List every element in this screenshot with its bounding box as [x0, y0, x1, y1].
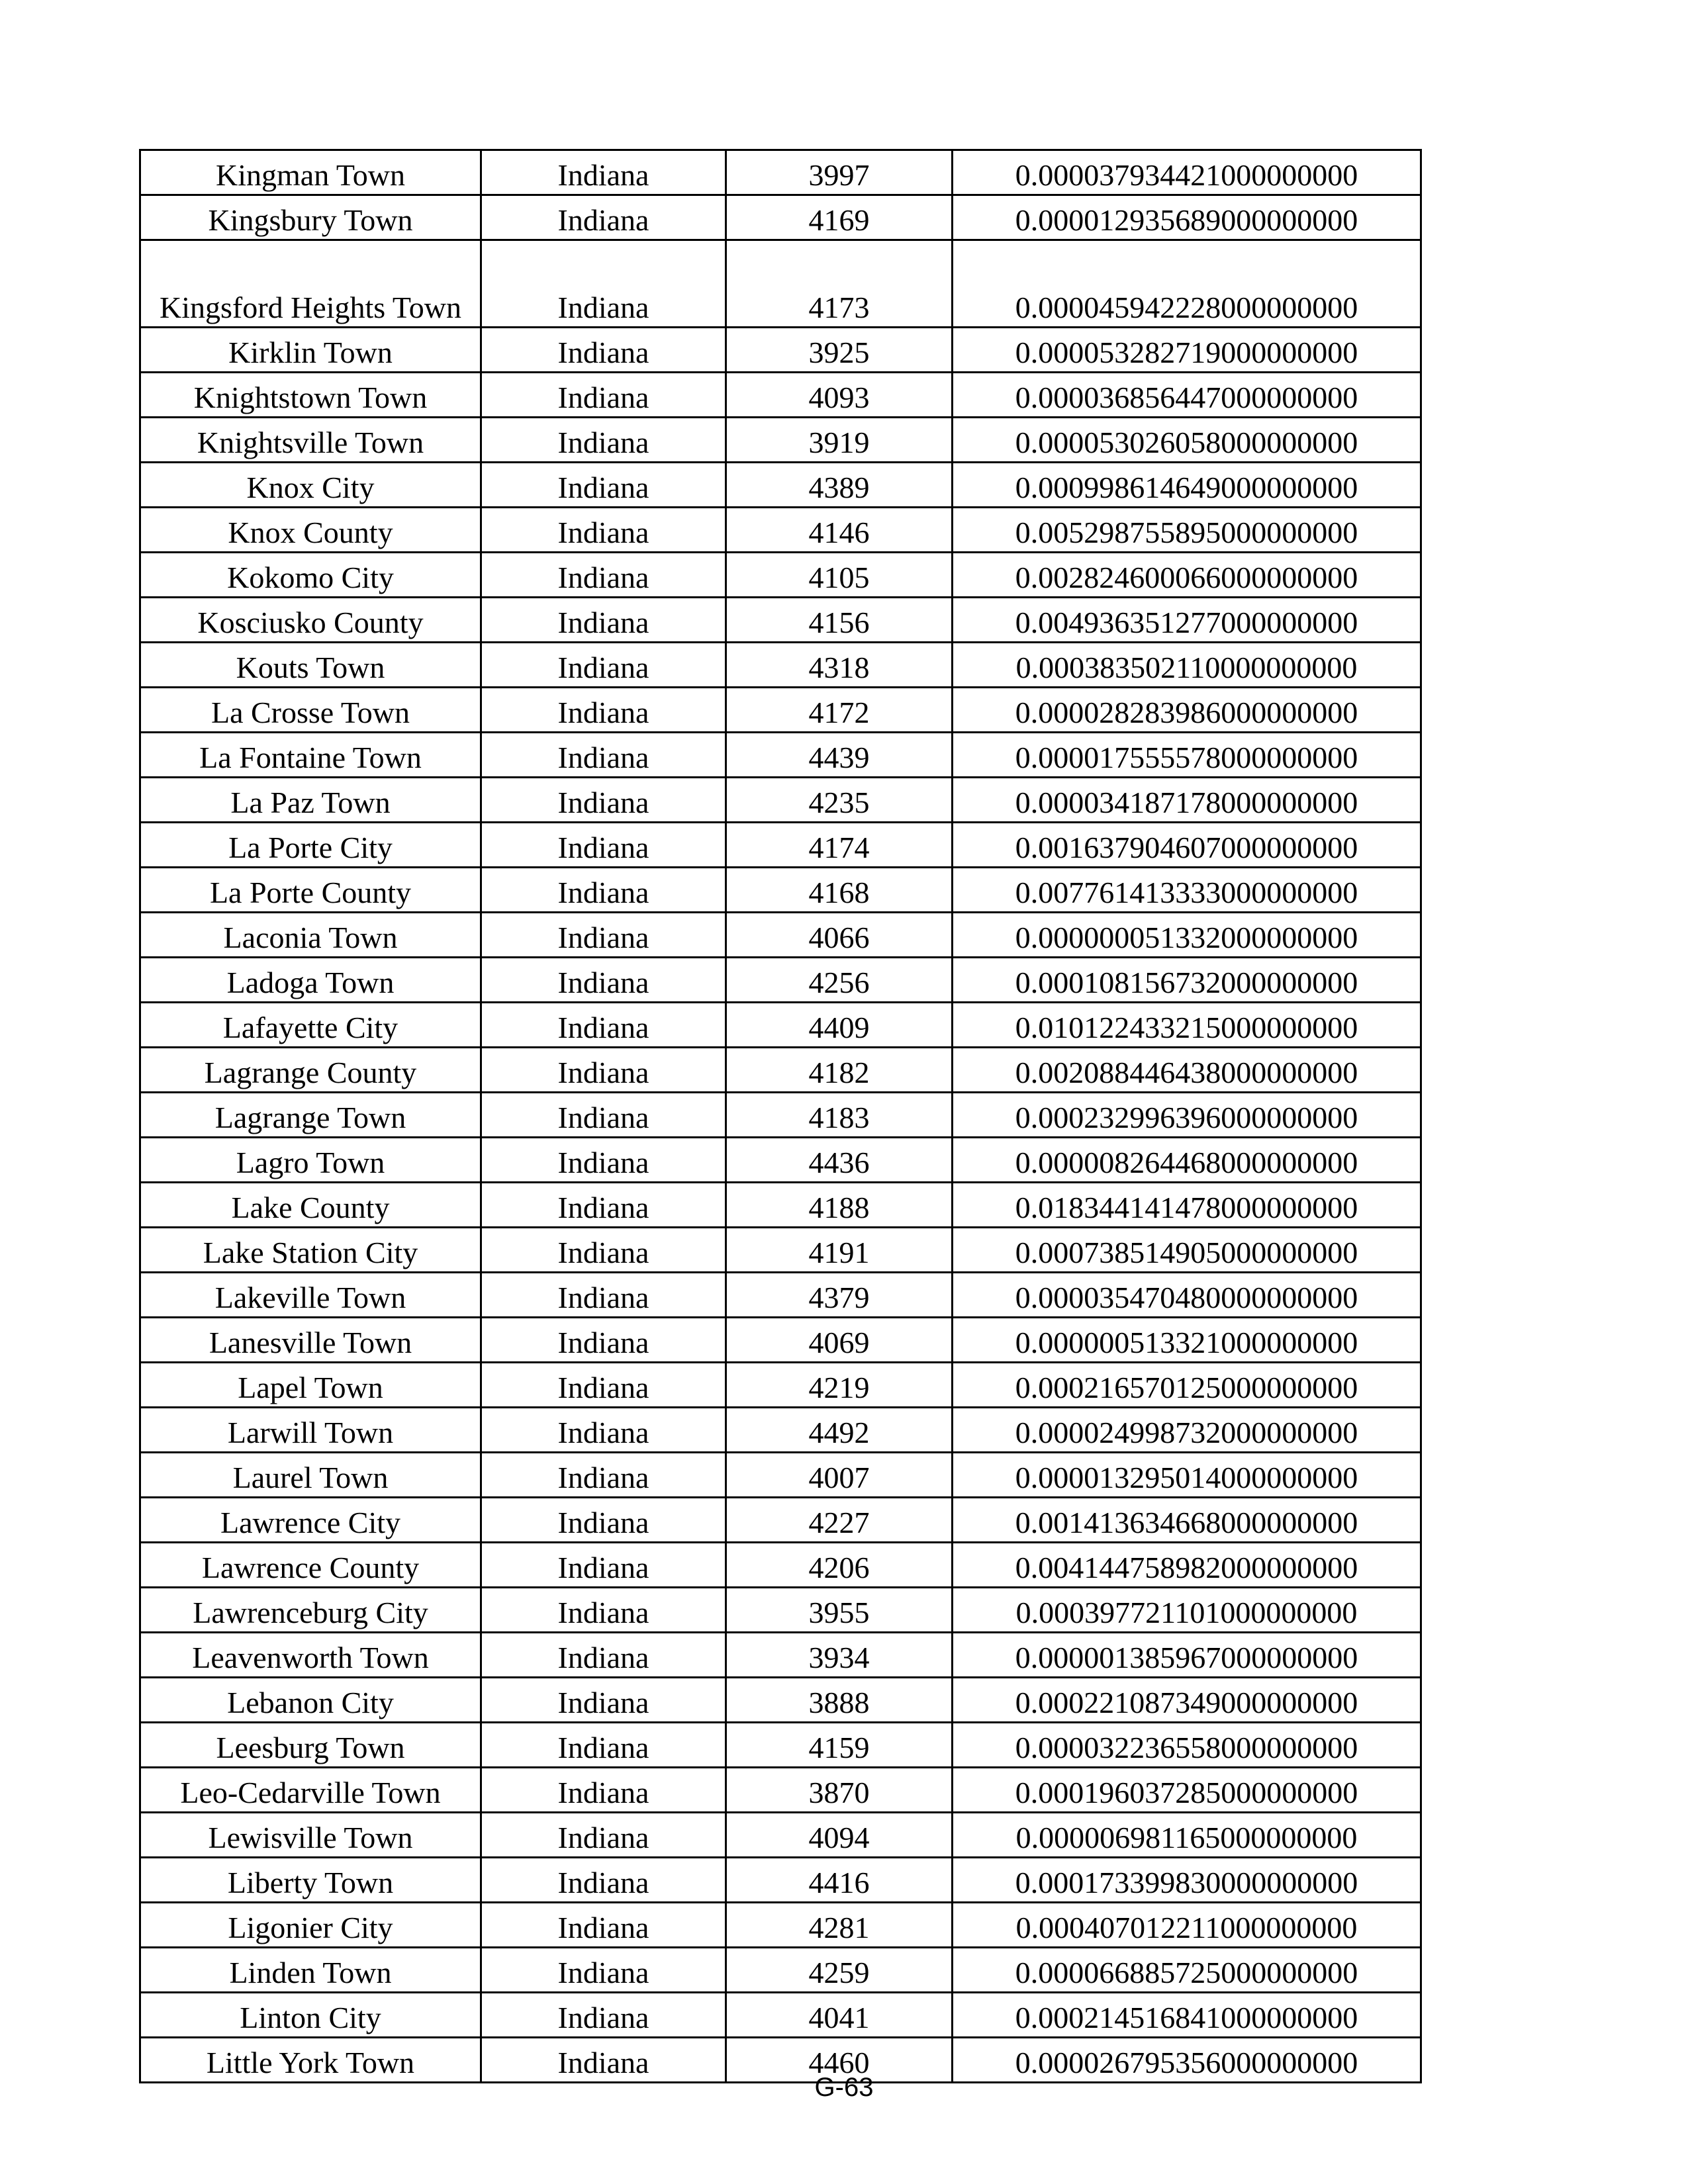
- state-cell: Indiana: [481, 1858, 726, 1903]
- id-cell: 4146: [726, 508, 953, 553]
- municipality-cell: Ligonier City: [140, 1903, 481, 1948]
- state-cell: Indiana: [481, 1048, 726, 1093]
- table-row: [140, 778, 1421, 823]
- municipality-cell: Liberty Town: [140, 1858, 481, 1903]
- share-cell: 0.000397721101000000000: [953, 1588, 1421, 1633]
- state-cell: Indiana: [481, 1543, 726, 1588]
- table-row: [140, 1183, 1421, 1228]
- table-row: [140, 150, 1421, 195]
- share-cell: 0.005298755895000000000: [953, 508, 1421, 553]
- municipality-cell: Lafayette City: [140, 1003, 481, 1048]
- id-cell: 4379: [726, 1273, 953, 1318]
- id-cell: 3925: [726, 328, 953, 373]
- id-cell: 4409: [726, 1003, 953, 1048]
- municipality-cell: Lagro Town: [140, 1138, 481, 1183]
- share-cell: 0.000035470480000000000: [953, 1273, 1421, 1318]
- municipality-cell: Leavenworth Town: [140, 1633, 481, 1678]
- id-cell: 4389: [726, 463, 953, 508]
- state-cell: Indiana: [481, 1138, 726, 1183]
- table-row: [140, 1408, 1421, 1453]
- municipality-cell: Kokomo City: [140, 553, 481, 598]
- table-row: [140, 868, 1421, 913]
- share-cell: 0.004144758982000000000: [953, 1543, 1421, 1588]
- municipality-cell: Kirklin Town: [140, 328, 481, 373]
- state-cell: Indiana: [481, 1498, 726, 1543]
- state-cell: Indiana: [481, 553, 726, 598]
- state-cell: Indiana: [481, 598, 726, 643]
- table-row: [140, 1633, 1421, 1678]
- state-cell: Indiana: [481, 1003, 726, 1048]
- state-cell: Indiana: [481, 1228, 726, 1273]
- share-cell: 0.000012935689000000000: [953, 195, 1421, 240]
- share-cell: 0.000017555578000000000: [953, 733, 1421, 778]
- table-row: [140, 508, 1421, 553]
- state-cell: Indiana: [481, 1408, 726, 1453]
- municipality-cell: Lapel Town: [140, 1363, 481, 1408]
- state-cell: Indiana: [481, 240, 726, 328]
- share-cell: 0.000008264468000000000: [953, 1138, 1421, 1183]
- id-cell: 4492: [726, 1408, 953, 1453]
- id-cell: 3955: [726, 1588, 953, 1633]
- share-cell: 0.000024998732000000000: [953, 1408, 1421, 1453]
- share-cell: 0.000032236558000000000: [953, 1723, 1421, 1768]
- state-cell: Indiana: [481, 1678, 726, 1723]
- municipality-cell: La Crosse Town: [140, 688, 481, 733]
- state-cell: Indiana: [481, 463, 726, 508]
- table-row: [140, 733, 1421, 778]
- table-row: [140, 598, 1421, 643]
- table-row: [140, 195, 1421, 240]
- id-cell: 3919: [726, 418, 953, 463]
- id-cell: 4069: [726, 1318, 953, 1363]
- state-cell: Indiana: [481, 195, 726, 240]
- share-cell: 0.000232996396000000000: [953, 1093, 1421, 1138]
- state-cell: Indiana: [481, 1948, 726, 1993]
- table-row: [140, 1948, 1421, 1993]
- municipality-cell: Ladoga Town: [140, 958, 481, 1003]
- share-cell: 0.000013295014000000000: [953, 1453, 1421, 1498]
- state-cell: Indiana: [481, 328, 726, 373]
- municipality-cell: Laurel Town: [140, 1453, 481, 1498]
- share-cell: 0.000221087349000000000: [953, 1678, 1421, 1723]
- share-cell: 0.000216570125000000000: [953, 1363, 1421, 1408]
- id-cell: 4172: [726, 688, 953, 733]
- id-cell: 4259: [726, 1948, 953, 1993]
- share-cell: 0.018344141478000000000: [953, 1183, 1421, 1228]
- state-cell: Indiana: [481, 688, 726, 733]
- municipality-cell: Kingsbury Town: [140, 195, 481, 240]
- municipality-cell: Laconia Town: [140, 913, 481, 958]
- state-cell: Indiana: [481, 1273, 726, 1318]
- municipality-cell: Lagrange Town: [140, 1093, 481, 1138]
- municipality-cell: Little York Town: [140, 2038, 481, 2083]
- table-row: [140, 1768, 1421, 1813]
- municipality-cell: Lewisville Town: [140, 1813, 481, 1858]
- share-cell: 0.007761413333000000000: [953, 868, 1421, 913]
- share-cell: 0.000383502110000000000: [953, 643, 1421, 688]
- municipality-cell: Leo-Cedarville Town: [140, 1768, 481, 1813]
- id-cell: 3870: [726, 1768, 953, 1813]
- id-cell: 4066: [726, 913, 953, 958]
- table-row: [140, 418, 1421, 463]
- id-cell: 4174: [726, 823, 953, 868]
- id-cell: 4235: [726, 778, 953, 823]
- municipality-cell: Lawrence City: [140, 1498, 481, 1543]
- municipality-cell: Knightsville Town: [140, 418, 481, 463]
- share-cell: 0.002088446438000000000: [953, 1048, 1421, 1093]
- share-cell: 0.000196037285000000000: [953, 1768, 1421, 1813]
- id-cell: 4206: [726, 1543, 953, 1588]
- id-cell: 4041: [726, 1993, 953, 2038]
- municipality-cell: Leesburg Town: [140, 1723, 481, 1768]
- table-row: [140, 1318, 1421, 1363]
- id-cell: 4256: [726, 958, 953, 1003]
- table-row: [140, 1993, 1421, 2038]
- municipality-cell: La Porte City: [140, 823, 481, 868]
- state-cell: Indiana: [481, 1363, 726, 1408]
- municipality-cell: Lake County: [140, 1183, 481, 1228]
- municipality-cell: La Fontaine Town: [140, 733, 481, 778]
- id-cell: 4105: [726, 553, 953, 598]
- id-cell: 4168: [726, 868, 953, 913]
- table-row: [140, 1543, 1421, 1588]
- table-row: [140, 823, 1421, 868]
- page-number: G-63: [814, 2073, 874, 2102]
- id-cell: 4219: [726, 1363, 953, 1408]
- municipality-cell: Lawrence County: [140, 1543, 481, 1588]
- share-cell: 0.000000513321000000000: [953, 1318, 1421, 1363]
- municipality-cell: Knightstown Town: [140, 373, 481, 418]
- table-row: [140, 1048, 1421, 1093]
- id-cell: 4281: [726, 1903, 953, 1948]
- table-row: [140, 1588, 1421, 1633]
- share-cell: 0.000738514905000000000: [953, 1228, 1421, 1273]
- share-cell: 0.000001385967000000000: [953, 1633, 1421, 1678]
- share-cell: 0.000053282719000000000: [953, 328, 1421, 373]
- state-cell: Indiana: [481, 958, 726, 1003]
- state-cell: Indiana: [481, 1093, 726, 1138]
- table-row: [140, 643, 1421, 688]
- table-row: [140, 1138, 1421, 1183]
- table-row: [140, 1498, 1421, 1543]
- table-row: [140, 1453, 1421, 1498]
- municipality-cell: Lake Station City: [140, 1228, 481, 1273]
- table-row: [140, 240, 1421, 328]
- share-cell: 0.010122433215000000000: [953, 1003, 1421, 1048]
- state-cell: Indiana: [481, 1183, 726, 1228]
- table-row: [140, 553, 1421, 598]
- share-cell: 0.000407012211000000000: [953, 1903, 1421, 1948]
- table-row: [140, 688, 1421, 733]
- state-cell: Indiana: [481, 1453, 726, 1498]
- share-cell: 0.000026795356000000000: [953, 2038, 1421, 2083]
- id-cell: 4318: [726, 643, 953, 688]
- state-cell: Indiana: [481, 1768, 726, 1813]
- state-cell: Indiana: [481, 1633, 726, 1678]
- municipality-cell: Kingsford Heights Town: [140, 240, 481, 328]
- share-cell: 0.000006981165000000000: [953, 1813, 1421, 1858]
- id-cell: 4169: [726, 195, 953, 240]
- state-cell: Indiana: [481, 778, 726, 823]
- state-cell: Indiana: [481, 643, 726, 688]
- municipality-cell: La Porte County: [140, 868, 481, 913]
- id-cell: 4156: [726, 598, 953, 643]
- id-cell: 4007: [726, 1453, 953, 1498]
- share-cell: 0.000028283986000000000: [953, 688, 1421, 733]
- table-row: [140, 1003, 1421, 1048]
- table-row: [140, 373, 1421, 418]
- state-cell: Indiana: [481, 418, 726, 463]
- share-cell: 0.001413634668000000000: [953, 1498, 1421, 1543]
- table-row: [140, 913, 1421, 958]
- id-cell: 4173: [726, 240, 953, 328]
- id-cell: 4159: [726, 1723, 953, 1768]
- state-cell: Indiana: [481, 1723, 726, 1768]
- state-cell: Indiana: [481, 150, 726, 195]
- share-cell: 0.000173399830000000000: [953, 1858, 1421, 1903]
- id-cell: 4182: [726, 1048, 953, 1093]
- share-cell: 0.000214516841000000000: [953, 1993, 1421, 2038]
- municipality-cell: Linton City: [140, 1993, 481, 2038]
- share-cell: 0.000045942228000000000: [953, 240, 1421, 328]
- share-cell: 0.004936351277000000000: [953, 598, 1421, 643]
- allocation-table: [139, 149, 1422, 2083]
- state-cell: Indiana: [481, 2038, 726, 2083]
- share-cell: 0.000036856447000000000: [953, 373, 1421, 418]
- table-row: [140, 1678, 1421, 1723]
- state-cell: Indiana: [481, 868, 726, 913]
- id-cell: 4460: [726, 2038, 953, 2083]
- share-cell: 0.002824600066000000000: [953, 553, 1421, 598]
- share-cell: 0.000000051332000000000: [953, 913, 1421, 958]
- table-row: [140, 1903, 1421, 1948]
- share-cell: 0.000037934421000000000: [953, 150, 1421, 195]
- table-row: [140, 1093, 1421, 1138]
- table-row: [140, 328, 1421, 373]
- share-cell: 0.000998614649000000000: [953, 463, 1421, 508]
- share-cell: 0.001637904607000000000: [953, 823, 1421, 868]
- id-cell: 3888: [726, 1678, 953, 1723]
- id-cell: 4094: [726, 1813, 953, 1858]
- municipality-cell: Lakeville Town: [140, 1273, 481, 1318]
- id-cell: 4183: [726, 1093, 953, 1138]
- table-row: [140, 1813, 1421, 1858]
- municipality-cell: Lawrenceburg City: [140, 1588, 481, 1633]
- municipality-cell: La Paz Town: [140, 778, 481, 823]
- id-cell: 4191: [726, 1228, 953, 1273]
- state-cell: Indiana: [481, 823, 726, 868]
- municipality-cell: Lanesville Town: [140, 1318, 481, 1363]
- municipality-cell: Linden Town: [140, 1948, 481, 1993]
- id-cell: 4439: [726, 733, 953, 778]
- id-cell: 4227: [726, 1498, 953, 1543]
- id-cell: 3934: [726, 1633, 953, 1678]
- state-cell: Indiana: [481, 373, 726, 418]
- state-cell: Indiana: [481, 1993, 726, 2038]
- table-body: [140, 150, 1421, 2083]
- state-cell: Indiana: [481, 1813, 726, 1858]
- table-row: [140, 463, 1421, 508]
- municipality-cell: Kingman Town: [140, 150, 481, 195]
- state-cell: Indiana: [481, 1318, 726, 1363]
- share-cell: 0.000034187178000000000: [953, 778, 1421, 823]
- municipality-cell: Knox City: [140, 463, 481, 508]
- municipality-cell: Larwill Town: [140, 1408, 481, 1453]
- table-row: [140, 1273, 1421, 1318]
- state-cell: Indiana: [481, 1588, 726, 1633]
- state-cell: Indiana: [481, 508, 726, 553]
- id-cell: 4416: [726, 1858, 953, 1903]
- municipality-cell: Lebanon City: [140, 1678, 481, 1723]
- id-cell: 4436: [726, 1138, 953, 1183]
- id-cell: 3997: [726, 150, 953, 195]
- table-row: [140, 1858, 1421, 1903]
- table-row: [140, 1363, 1421, 1408]
- state-cell: Indiana: [481, 1903, 726, 1948]
- id-cell: 4093: [726, 373, 953, 418]
- table-row: [140, 1723, 1421, 1768]
- municipality-cell: Lagrange County: [140, 1048, 481, 1093]
- state-cell: Indiana: [481, 733, 726, 778]
- id-cell: 4188: [726, 1183, 953, 1228]
- municipality-cell: Knox County: [140, 508, 481, 553]
- municipality-cell: Kouts Town: [140, 643, 481, 688]
- share-cell: 0.000066885725000000000: [953, 1948, 1421, 1993]
- table-row: [140, 958, 1421, 1003]
- share-cell: 0.000108156732000000000: [953, 958, 1421, 1003]
- share-cell: 0.000053026058000000000: [953, 418, 1421, 463]
- state-cell: Indiana: [481, 913, 726, 958]
- table-row: [140, 1228, 1421, 1273]
- municipality-cell: Kosciusko County: [140, 598, 481, 643]
